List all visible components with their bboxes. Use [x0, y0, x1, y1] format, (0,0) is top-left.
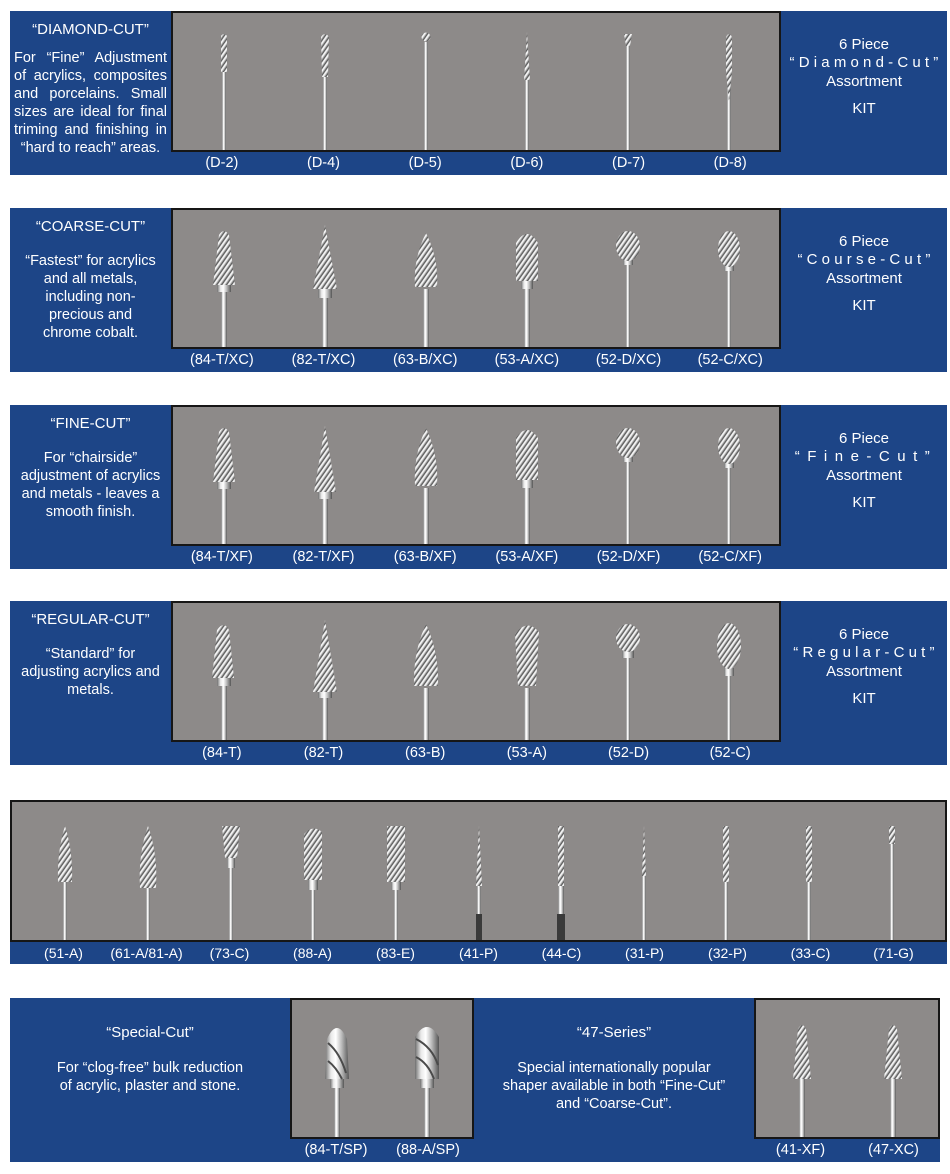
product-code: (53-A)	[506, 745, 547, 761]
section-description-panel	[10, 11, 171, 175]
bur-image-82-t	[274, 603, 375, 740]
product-code: (51-A)	[44, 945, 83, 961]
bur-image-51-a	[24, 802, 107, 940]
section-description: For “chairside” adjustment of acrylics and metals - leaves a smooth finish.	[20, 450, 161, 520]
caption-strip	[171, 349, 781, 372]
special-cut-description-panel	[10, 998, 290, 1095]
bur-image-41-p	[437, 802, 520, 940]
page-margin	[940, 998, 947, 1162]
bur-image-53-a	[476, 603, 577, 740]
section-description: For “Fine” Adjustment of acrylics, composites and porcelains. Small sizes are ideal for final triming and finishing in “hard to reach” areas.	[14, 50, 167, 156]
product-photo	[171, 11, 781, 152]
product-code: (31-P)	[625, 945, 664, 961]
product-code: (88-A)	[293, 945, 332, 961]
product-code: (71-G)	[873, 945, 914, 961]
kit-label: KIT	[852, 690, 876, 707]
kit-type: Assortment	[826, 663, 902, 680]
bur-image-d-2	[173, 13, 274, 150]
bur-image-53-a-xf	[476, 407, 577, 544]
product-code: (82-T/XC)	[291, 352, 356, 368]
bur-image-52-c-xf	[678, 407, 779, 544]
caption-strip	[171, 546, 781, 569]
product-code: (D-6)	[510, 155, 544, 171]
product-code: (83-E)	[376, 945, 415, 961]
bur-image-63-b-xc	[375, 210, 476, 347]
bur-image-61-a-81-a	[107, 802, 190, 940]
kit-count: 6 Piece	[838, 626, 890, 643]
bur-image-32-p	[685, 802, 768, 940]
product-code: (44-C)	[541, 945, 582, 961]
bur-image-73-c	[189, 802, 272, 940]
kit-panel	[781, 601, 947, 765]
bur-image-33-c	[768, 802, 851, 940]
bur-image-83-e	[355, 802, 438, 940]
section-description: “Standard” for adjusting acrylics and metals.	[21, 646, 160, 698]
product-code: (82-T)	[303, 745, 344, 761]
bur-image-44-c	[520, 802, 603, 940]
product-code: (41-XF)	[775, 1142, 826, 1158]
special-cut-title: “Special-Cut”	[106, 1024, 194, 1041]
bur-image-63-b-xf	[375, 407, 476, 544]
section-title: “REGULAR-CUT”	[31, 611, 150, 628]
product-photo	[171, 208, 781, 349]
section-description-panel	[10, 208, 171, 372]
product-code: (41-P)	[459, 945, 498, 961]
product-code: (D-2)	[205, 155, 239, 171]
bur-image-d-6	[476, 13, 577, 150]
bur-image-52-c-xc	[678, 210, 779, 347]
kit-type: Assortment	[826, 467, 902, 484]
bur-image-63-b	[375, 603, 476, 740]
product-code: (84-T/XC)	[190, 352, 254, 368]
product-code: (D-7)	[612, 155, 646, 171]
bur-image-d-4	[274, 13, 375, 150]
kit-type: Assortment	[826, 73, 902, 90]
bur-image-31-p	[602, 802, 685, 940]
product-code: (61-A/81-A)	[110, 945, 183, 961]
series-47-description: Special internationally popular shaper available in both “Fine-Cut” and “Coarse-Cut”.	[502, 1060, 726, 1112]
kit-label: KIT	[852, 297, 876, 314]
section-description-panel	[10, 405, 171, 569]
section-title: “FINE-CUT”	[50, 415, 131, 432]
caption-strip	[171, 742, 781, 765]
kit-name: “Fine-Cut”	[794, 448, 938, 465]
kit-count: 6 Piece	[838, 233, 890, 250]
product-code: (63-B/XC)	[392, 352, 458, 368]
bur-image-53-a-xc	[476, 210, 577, 347]
special-cut-caption-strip	[290, 1139, 474, 1162]
bur-image-84-t-xc	[173, 210, 274, 347]
product-code: (84-T)	[202, 745, 242, 761]
bur-image-47-xc	[847, 1000, 938, 1137]
product-code: (52-D)	[607, 745, 650, 761]
bur-image-84-t	[173, 603, 274, 740]
product-code: (88-A/SP)	[396, 1142, 460, 1158]
series-47-caption-strip	[754, 1139, 940, 1162]
bur-image-88-a	[272, 802, 355, 940]
product-code: (52-C/XF)	[698, 549, 763, 565]
kit-label: KIT	[852, 494, 876, 511]
kit-count: 6 Piece	[838, 36, 890, 53]
product-code: (82-T/XF)	[292, 549, 355, 565]
bur-image-52-d	[577, 603, 678, 740]
kit-name: “Course-Cut”	[797, 251, 935, 268]
product-code: (63-B/XF)	[393, 549, 457, 565]
product-code: (52-D/XC)	[595, 352, 662, 368]
caption-strip	[171, 152, 781, 175]
section-description: “Fastest” for acrylics and all metals, including non-precious and chrome cobalt.	[25, 253, 156, 341]
product-code: (52-C)	[709, 745, 751, 761]
section-title: “COARSE-CUT”	[35, 218, 146, 235]
special-cut-photo	[290, 998, 474, 1139]
section-regular-cut	[10, 601, 947, 765]
caption-strip	[10, 942, 947, 964]
product-code: (D-4)	[306, 155, 341, 171]
kit-type: Assortment	[826, 270, 902, 287]
bur-image-41-xf	[756, 1000, 847, 1137]
product-code: (47-XC)	[868, 1142, 919, 1158]
series-47-description-panel	[474, 998, 754, 1113]
series-47-photo	[754, 998, 940, 1139]
bur-image-82-t-xf	[274, 407, 375, 544]
kit-label: KIT	[852, 100, 876, 117]
bur-image-82-t-xc	[274, 210, 375, 347]
bur-image-52-d-xc	[577, 210, 678, 347]
section-assorted-burs	[10, 800, 947, 964]
product-code: (33-C)	[790, 945, 831, 961]
product-code: (63-B)	[405, 745, 446, 761]
product-code: (52-D/XF)	[596, 549, 661, 565]
bur-image-84-t-xf	[173, 407, 274, 544]
bur-image-d-8	[678, 13, 779, 150]
bur-image-d-5	[375, 13, 476, 150]
product-code: (52-C/XC)	[697, 352, 763, 368]
bur-image-71-g	[850, 802, 933, 940]
section-special-and-47-series	[10, 998, 947, 1162]
bur-image-88-a-sp	[382, 1000, 472, 1137]
bur-image-52-d-xf	[577, 407, 678, 544]
section-description-panel	[10, 601, 171, 765]
special-cut-description: For “clog-free” bulk reduction of acrylic, plaster and stone.	[56, 1060, 244, 1094]
product-photo	[171, 601, 781, 742]
product-code: (84-T/SP)	[304, 1142, 368, 1158]
product-photo	[10, 800, 947, 942]
kit-name: “Diamond-Cut”	[789, 54, 943, 71]
product-code: (D-8)	[713, 155, 747, 171]
bur-image-52-c	[678, 603, 779, 740]
product-code: (73-C)	[209, 945, 250, 961]
kit-name: “Regular-Cut”	[793, 644, 939, 661]
kit-count: 6 Piece	[838, 430, 890, 447]
product-code: (D-5)	[408, 155, 442, 171]
bur-image-84-t-sp	[292, 1000, 382, 1137]
product-photo	[171, 405, 781, 546]
product-code: (84-T/XF)	[190, 549, 253, 565]
section-title: “DIAMOND-CUT”	[32, 21, 149, 38]
product-code: (53-A/XF)	[495, 549, 559, 565]
bur-image-d-7	[577, 13, 678, 150]
product-code: (53-A/XC)	[494, 352, 560, 368]
product-code: (32-P)	[708, 945, 747, 961]
series-47-title: “47-Series”	[576, 1024, 652, 1041]
